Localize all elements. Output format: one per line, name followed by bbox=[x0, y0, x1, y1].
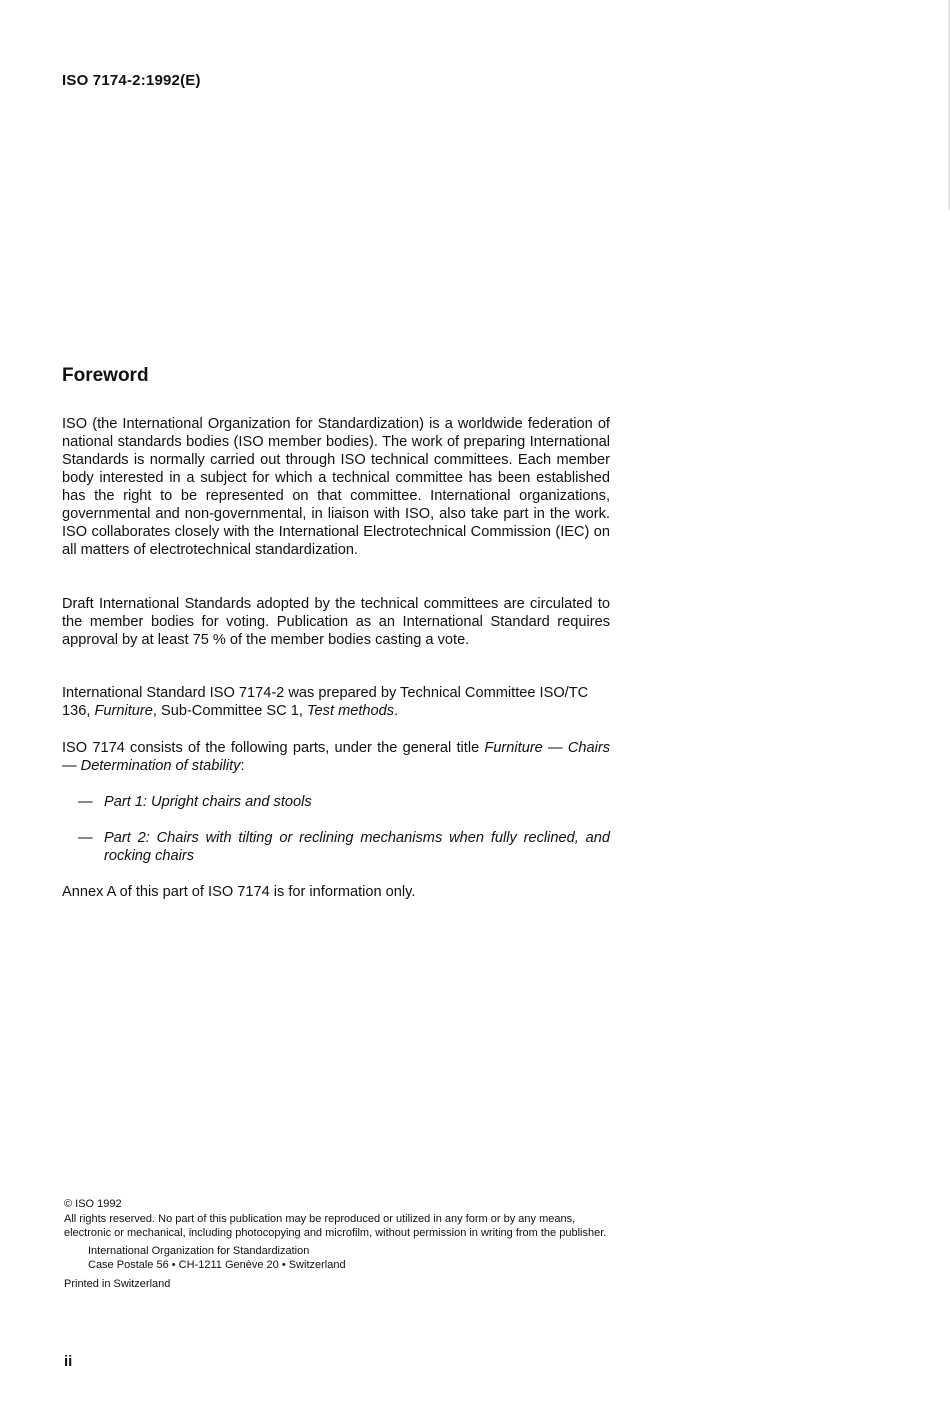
list-item bbox=[78, 829, 610, 865]
list-item bbox=[78, 793, 610, 811]
document-id: ISO 7174-2:1992(E) bbox=[62, 72, 201, 89]
paragraph-text: Draft International Standards adopted by the technical committees are circulated to the member bodies for voting. Publication as an International Standard requires approval by at least 75 % of the member bodies casting a vote. bbox=[62, 596, 610, 648]
text-segment: . bbox=[394, 703, 399, 719]
list-item-text: Part 1: Upright chairs and stools bbox=[104, 794, 312, 810]
committee-title: Furniture bbox=[94, 703, 153, 719]
foreword-paragraph-2 bbox=[62, 595, 610, 649]
printed-in: Printed in Switzerland bbox=[64, 1278, 171, 1290]
foreword-paragraph-3 bbox=[62, 684, 610, 720]
text-segment: : bbox=[240, 758, 245, 774]
foreword-paragraph-4 bbox=[62, 739, 610, 775]
list-dash: — bbox=[78, 830, 93, 846]
text-segment: International Standard ISO 7174-2 was prepared by Technical Committee ISO/TC 136, bbox=[62, 685, 589, 719]
list-dash: — bbox=[78, 794, 93, 810]
organization-name: International Organization for Standardization bbox=[88, 1245, 310, 1257]
copyright-line: © ISO 1992 bbox=[64, 1198, 122, 1210]
page-number: ii bbox=[64, 1353, 73, 1370]
copyright-block bbox=[64, 1197, 620, 1291]
subcommittee-title: Test methods bbox=[306, 703, 395, 719]
general-title: Furniture — Chairs — Determination of stability bbox=[62, 740, 610, 774]
paragraph-text: ISO (the International Organization for Standardization) is a worldwide federation of national standards bodies (ISO member bodies). The work of preparing International Standards is normally carried out through ISO technical committees. Each member body interested in a subject for which a technical committee has been established has the right to be represented on that committee. International organizations, governmental and non-governmental, in liaison with ISO, also take part in the work. ISO collaborates closely with the International Electrotechnical Commission (IEC) on all matters of electrotechnical standardization. bbox=[62, 416, 610, 558]
paragraph-text bbox=[62, 739, 610, 775]
paragraph-text bbox=[62, 684, 610, 720]
text-segment: ISO 7174 consists of the following parts, under the general title bbox=[62, 740, 485, 756]
text-segment: , Sub-Committee SC 1, bbox=[152, 703, 307, 719]
paragraph-text: Annex A of this part of ISO 7174 is for information only. bbox=[62, 884, 416, 900]
organization-address: Case Postale 56 • CH-1211 Genève 20 • Switzerland bbox=[88, 1259, 346, 1271]
rights-statement: All rights reserved. No part of this publication may be reproduced or utilized in any form or by any means, electronic or mechanical, including photocopying and microfilm, without permission in writing from the publisher. bbox=[64, 1213, 607, 1239]
foreword-paragraph-5 bbox=[62, 883, 610, 901]
section-title: Foreword bbox=[62, 365, 149, 386]
foreword-paragraph-1 bbox=[62, 415, 610, 559]
list-item-text: Part 2: Chairs with tilting or reclining mechanisms when fully reclined, and rocking chairs bbox=[104, 830, 610, 864]
